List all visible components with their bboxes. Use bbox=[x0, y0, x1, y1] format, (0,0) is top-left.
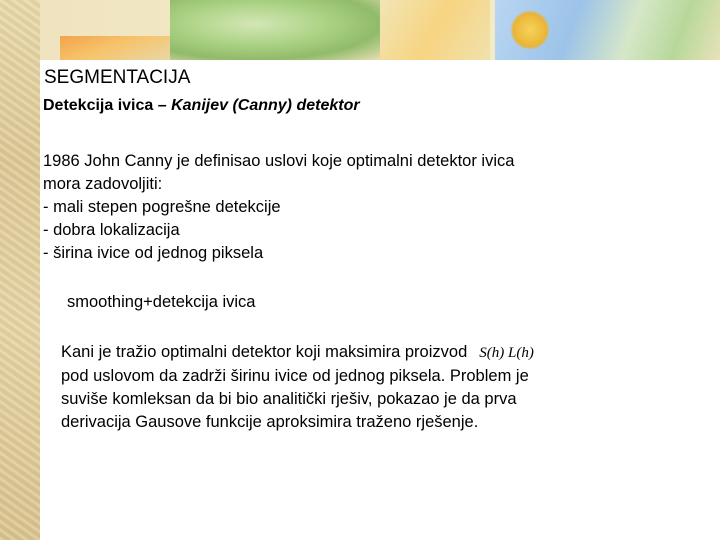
kani-line: pod uslovom da zadrži širinu ivice od jednog piksela. Problem je bbox=[61, 367, 529, 385]
decorative-green-tile bbox=[170, 0, 380, 60]
decorative-left-strip bbox=[0, 0, 40, 540]
intro-line: mora zadovoljiti: bbox=[43, 175, 163, 193]
decorative-sun-icon bbox=[510, 10, 550, 50]
decorative-orange-tile bbox=[60, 36, 170, 60]
kani-line: suviše komleksan da bi bio analitički rješiv, pokazao je da prva bbox=[61, 390, 517, 408]
subtitle-prefix: Detekcija ivica – bbox=[43, 97, 172, 114]
decorative-top-band bbox=[40, 0, 720, 60]
slide-subtitle bbox=[43, 97, 360, 115]
smoothing-line: smoothing+detekcija ivica bbox=[67, 293, 256, 311]
kani-paragraph bbox=[61, 341, 701, 434]
intro-paragraph bbox=[43, 150, 683, 265]
subtitle-italic: Kanijev (Canny) detektor bbox=[171, 97, 360, 114]
slide-title: SEGMENTACIJA bbox=[44, 67, 191, 88]
kani-line-text: Kani je tražio optimalni detektor koji maksimira proizvod bbox=[61, 343, 468, 361]
kani-line bbox=[61, 341, 701, 365]
formula: S(h) L(h) bbox=[479, 345, 534, 361]
intro-line: - širina ivice od jednog piksela bbox=[43, 244, 264, 262]
intro-line: 1986 John Canny je definisao uslovi koje optimalni detektor ivica bbox=[43, 152, 515, 170]
intro-line: - mali stepen pogrešne detekcije bbox=[43, 198, 281, 216]
kani-line: derivacija Gausove funkcije aproksimira traženo rješenje. bbox=[61, 413, 479, 431]
decorative-yellow-tile bbox=[380, 0, 490, 60]
intro-line: - dobra lokalizacija bbox=[43, 221, 180, 239]
slide-content bbox=[40, 60, 720, 540]
